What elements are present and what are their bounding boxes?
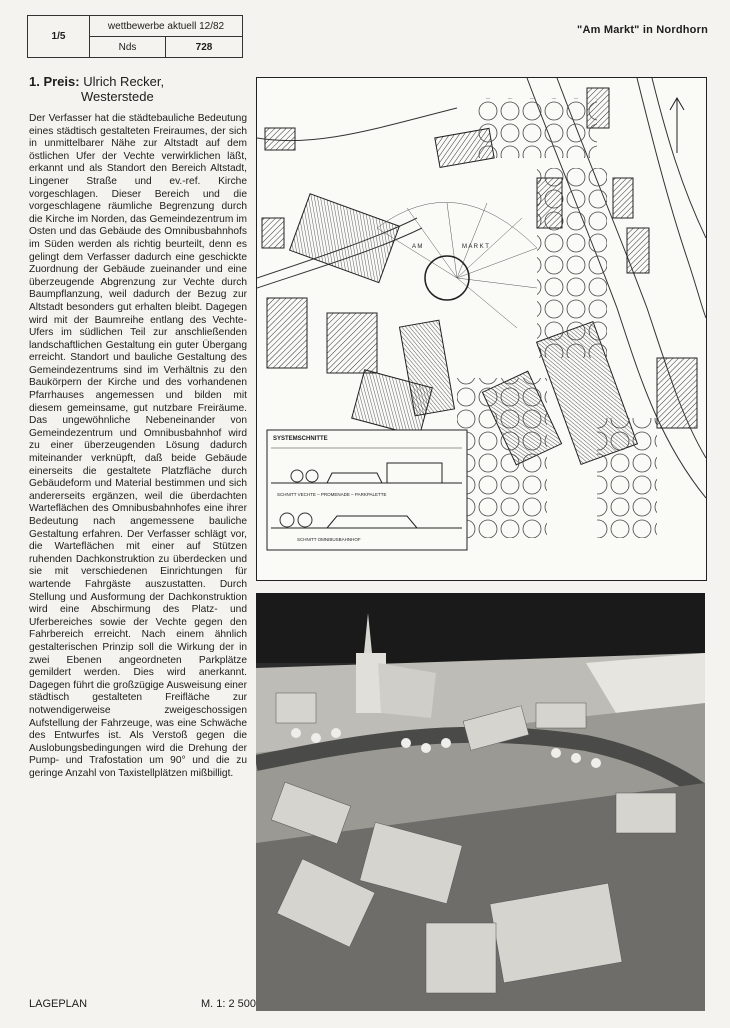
header-table: [27, 15, 243, 58]
jury-text: Der Verfasser hat die städtebauliche Bedeutung eines städtisch gestalteten Freiraumes, der sich in unmittelbarer Nähe zur Altstadt auf dem östlichen Ufer der Vechte verwirklichen läßt, erkannt und als Standort den Bereich Altstadt, Lingener Straße und ev.-ref. Kirche vorgeschlagen. Dieser Bereich und die vorgeschlagene räumliche Begrenzung durch die Kirche im Norden, das Gemeindezentrum im Osten und das Gebäude des Omnibusbahnhofs im Süden werden als richtig beurteilt, denn es gelingt dem Verfasser dadurch eine geschickte Zuordnung der Gebäude zueinander und eine überzeugende Abgrenzung zur Vechte durch Baumpflanzung, weil dadurch der Bezug zur Altstadt besonders gut erhalten bleibt. Dagegen wird mit der Baumreihe entlang des Vechte-Ufers im südlichen Teil zur anschließenden landschaftlichen Gestaltung ein guter Übergang erreicht. Standort und bauliche Gestaltung des Gemeindezentrums sind im Verhältnis zu den Baukörpern der Kirche und des vorhandenen Pfarrhauses angemessen und bilden mit diesem gemeinsame, gut nutzbare Freiräume. Das ungewöhnliche Nebeneinander von Gemeindezentrum und Omnibusbahnhof wird zu einer überzeugenden Lösung dadurch miteinander verknüpft, daß beide Gebäude einerseits die gestaltete Platzfläche durch Gebäudeform und Material bestimmen und sich andererseits ergänzen, weil die überdachten Warteflächen des Omnibusbahnhofes eine ihrer Bedeutung nach angemessene bauliche Gestaltung erfahren. Der Verfasser schlägt vor, die Warteflächen mit einer auf Stützen ruhenden Dachkonstruktion zu überdecken und sie mit verschiedenen Einrichtungen für wartende Fahrgäste auszustatten. Durch Stellung und Ausformung der Dachkonstruktion wird eine Abschirmung des Platz- und Uferbereiches sowie der Vechte gegen den Fahrbereich erreicht. Nach einem ähnlich gestalterischen Prinzip soll die Wirkung der in zwei Ebenen angeordneten Parkplätze gemildert werden. Dies wird anerkannt. Dagegen führt die großzügige Ausweisung einer städtisch gestalteten Freifläche zur notwendigerweise zweigeschossigen Aufstellung der Fahrzeuge, was eine Schwäche des Entwurfes ist. Als Verstoß gegen die Auslobungsbedingungen wird die Drehung der Pump- und Trafostation um 90° und die zu geringe Anzahl von Taxistellplätzen mißbilligt.: [29, 113, 247, 779]
plan-am-label: A M: [412, 244, 423, 250]
competition-number: 728: [195, 41, 213, 53]
footer-label: LAGEPLAN: [29, 998, 88, 1010]
system-sections: [267, 430, 467, 550]
section2-label: SCHNITT OMNIBUSBAHNHOF: [297, 537, 361, 542]
prize-location: Westerstede: [81, 89, 154, 104]
model-photo: [256, 593, 705, 1011]
project-title: "Am Markt" in Nordhorn: [577, 24, 708, 36]
section1-label: SCHNITT VECHTE – PROMENADE – PARKPALETTE: [277, 492, 387, 497]
region: Nds: [90, 37, 166, 57]
north-arrow-icon: [670, 98, 684, 153]
prize-label: 1. Preis:: [29, 74, 80, 89]
publication: wettbewerbe aktuell 12/82: [90, 16, 242, 37]
site-plan: [256, 77, 707, 581]
plan-markt-label: M A R K T: [462, 244, 489, 250]
page-number: 1/5: [28, 16, 90, 57]
sections-title: SYSTEMSCHNITTE: [273, 436, 328, 442]
footer-scale: M. 1: 2 500: [201, 998, 257, 1010]
prize-heading: [29, 74, 249, 104]
prize-name: Ulrich Recker,: [83, 74, 165, 89]
